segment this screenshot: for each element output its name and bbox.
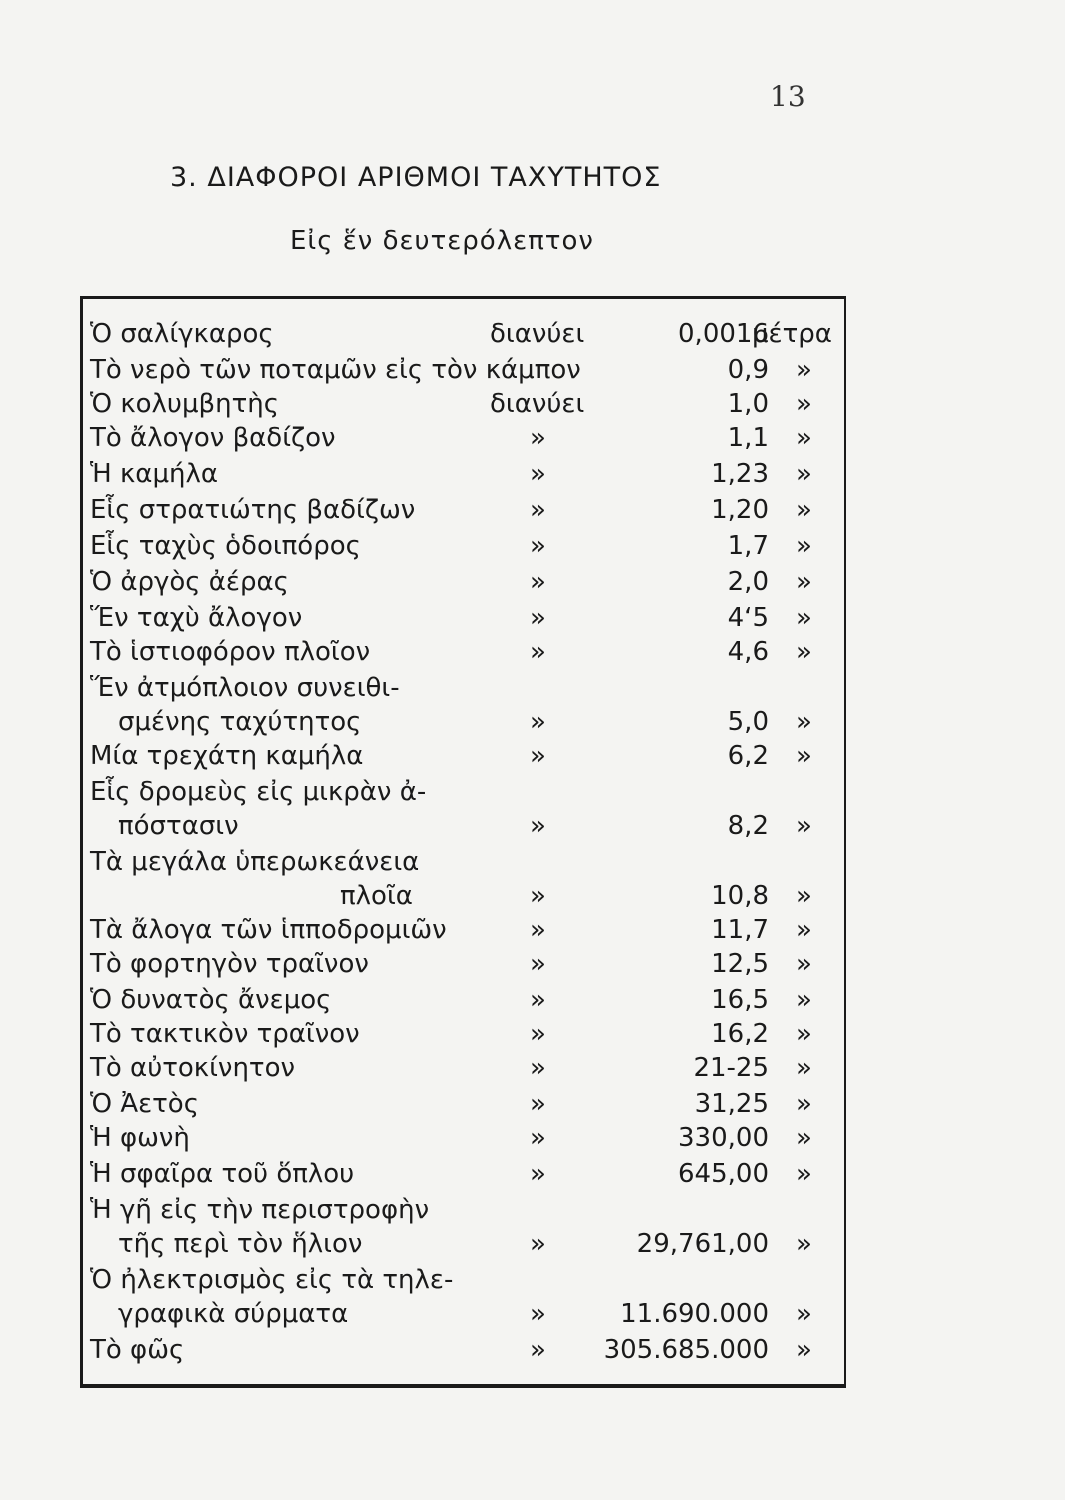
row-unit: » xyxy=(796,741,812,771)
row-ditto-mark: » xyxy=(530,741,546,771)
row-value: 10,8 xyxy=(711,881,769,911)
row-value: 1,7 xyxy=(727,531,769,561)
row-unit: » xyxy=(796,985,812,1015)
row-ditto-mark: » xyxy=(530,1159,546,1189)
row-unit: » xyxy=(796,1019,812,1049)
row-label: Ὁ ἀργὸς ἀέρας xyxy=(90,567,289,597)
row-ditto-mark: » xyxy=(530,1299,546,1329)
table-row xyxy=(0,352,1065,388)
table-row xyxy=(0,634,1065,670)
row-label: πόστασιν xyxy=(118,811,239,841)
table-row xyxy=(0,738,1065,774)
row-unit: » xyxy=(796,1299,812,1329)
row-ditto-mark: » xyxy=(530,1229,546,1259)
row-ditto-mark: » xyxy=(530,1123,546,1153)
row-ditto-mark: » xyxy=(530,915,546,945)
row-ditto-mark: » xyxy=(530,707,546,737)
row-ditto-mark: » xyxy=(530,567,546,597)
row-unit: » xyxy=(796,423,812,453)
row-label: Ἡ φωνὴ xyxy=(90,1123,190,1153)
row-unit: » xyxy=(796,949,812,979)
row-label: Ὁ δυνατὸς ἄνεμος xyxy=(90,985,332,1015)
table-row xyxy=(0,878,1065,914)
row-ditto-mark: » xyxy=(530,949,546,979)
row-value: 5,0 xyxy=(727,707,769,737)
row-unit: » xyxy=(796,881,812,911)
row-label: Ὁ Ἀετὸς xyxy=(90,1089,199,1119)
row-ditto-mark: » xyxy=(530,881,546,911)
row-value: 12,5 xyxy=(711,949,769,979)
row-ditto-mark: » xyxy=(530,1053,546,1083)
table-row xyxy=(0,670,1065,706)
page-heading: 3. ΔΙΑΦΟΡΟΙ ΑΡΙΘΜΟΙ ΤΑΧΥΤΗΤΟΣ xyxy=(170,162,662,193)
table-row xyxy=(0,564,1065,600)
table-row xyxy=(0,774,1065,810)
row-value: 4‘5 xyxy=(727,603,769,633)
row-value: 31,25 xyxy=(694,1089,769,1119)
row-label: Τὰ μεγάλα ὑπερωκεάνεια xyxy=(90,847,420,877)
row-value: 0,0016 xyxy=(678,319,769,349)
row-ditto-mark: » xyxy=(530,495,546,525)
row-ditto-mark: » xyxy=(530,531,546,561)
table-row xyxy=(0,600,1065,636)
table-row xyxy=(0,844,1065,880)
table-row xyxy=(0,1050,1065,1086)
row-value: 29,761,00 xyxy=(636,1229,769,1259)
table-row xyxy=(0,386,1065,422)
table-row xyxy=(0,1262,1065,1298)
row-label: Τὸ τακτικὸν τραῖνον xyxy=(90,1019,360,1049)
row-unit: » xyxy=(796,459,812,489)
row-label: Τὸ φορτηγὸν τραῖνον xyxy=(90,949,369,979)
row-value: 1,1 xyxy=(727,423,769,453)
table-row xyxy=(0,456,1065,492)
row-value: 305.685.000 xyxy=(603,1335,769,1365)
row-value: 0,9 xyxy=(727,355,769,385)
row-value: 11,7 xyxy=(711,915,769,945)
row-ditto-mark: » xyxy=(530,1089,546,1119)
row-value: 16,2 xyxy=(711,1019,769,1049)
row-ditto-mark: » xyxy=(530,985,546,1015)
row-unit: » xyxy=(796,531,812,561)
row-label: Ὁ ἠλεκτρισμὸς εἰς τὰ τηλε- xyxy=(90,1265,454,1295)
row-label: Τὸ αὐτοκίνητον xyxy=(90,1053,296,1083)
table-row xyxy=(0,1086,1065,1122)
row-unit: » xyxy=(796,811,812,841)
row-label: Τὸ φῶς xyxy=(90,1335,185,1365)
row-unit: » xyxy=(796,915,812,945)
row-ditto-mark: » xyxy=(530,423,546,453)
row-label: Ἕν ταχὺ ἄλογον xyxy=(90,603,303,633)
row-label: Τὰ ἄλογα τῶν ἱπποδρομιῶν xyxy=(90,915,447,945)
row-value: 1,20 xyxy=(711,495,769,525)
row-label: σμένης ταχύτητος xyxy=(118,707,362,737)
row-label: Μία τρεχάτη καμήλα xyxy=(90,741,364,771)
row-unit: » xyxy=(796,637,812,667)
row-value: 16,5 xyxy=(711,985,769,1015)
row-label: Ἡ καμήλα xyxy=(90,459,218,489)
row-label: Εἷς στρατιώτης βαδίζων xyxy=(90,495,416,525)
page-subheading: Εἰς ἕν δευτερόλεπτον xyxy=(290,226,594,256)
row-verb: διανύει xyxy=(490,319,585,349)
row-unit: » xyxy=(796,495,812,525)
table-row xyxy=(0,420,1065,456)
table-row xyxy=(0,1192,1065,1228)
table-row xyxy=(0,982,1065,1018)
row-unit: » xyxy=(796,355,812,385)
table-row xyxy=(0,528,1065,564)
row-unit: » xyxy=(796,603,812,633)
table-row xyxy=(0,1296,1065,1332)
row-unit: » xyxy=(796,389,812,419)
row-unit: » xyxy=(796,1229,812,1259)
row-unit: » xyxy=(796,567,812,597)
row-value: 21-25 xyxy=(693,1053,769,1083)
row-label: Ἕν ἀτμόπλοιον συνειθι- xyxy=(90,673,400,703)
row-label: Τὸ νερὸ τῶν ποταμῶν εἰς τὸν κάμπον xyxy=(90,355,581,385)
row-label: Εἷς δρομεὺς εἰς μικρὰν ἀ- xyxy=(90,777,427,807)
table-row xyxy=(0,912,1065,948)
row-unit: » xyxy=(796,1053,812,1083)
row-unit: » xyxy=(796,1159,812,1189)
row-value: 2,0 xyxy=(727,567,769,597)
row-ditto-mark: » xyxy=(530,459,546,489)
table-row xyxy=(0,1120,1065,1156)
row-verb: διανύει xyxy=(490,389,585,419)
row-unit: » xyxy=(796,1335,812,1365)
row-label: Ὁ κολυμβητὴς xyxy=(90,389,279,419)
row-ditto-mark: » xyxy=(530,1335,546,1365)
row-ditto-mark: » xyxy=(530,637,546,667)
table-row xyxy=(0,316,1065,352)
table-row xyxy=(0,1016,1065,1052)
table-row xyxy=(0,492,1065,528)
row-label: Ἡ σφαῖρα τοῦ ὅπλου xyxy=(90,1159,355,1189)
row-ditto-mark: » xyxy=(530,811,546,841)
row-label: τῆς περὶ τὸν ἥλιον xyxy=(118,1229,363,1259)
row-value: 645,00 xyxy=(678,1159,769,1189)
table-row xyxy=(0,704,1065,740)
row-label: Τὸ ἱστιοφόρον πλοῖον xyxy=(90,637,371,667)
row-label: Τὸ ἄλογον βαδίζον xyxy=(90,423,336,453)
table-row xyxy=(0,1332,1065,1368)
row-unit: » xyxy=(796,1123,812,1153)
row-label: γραφικὰ σύρματα xyxy=(118,1299,349,1329)
row-ditto-mark: » xyxy=(530,603,546,633)
row-label: Ἡ γῆ εἰς τὴν περιστροφὴν xyxy=(90,1195,430,1225)
row-value: 11.690.000 xyxy=(620,1299,769,1329)
page-number: 13 xyxy=(770,80,806,113)
table-row xyxy=(0,1226,1065,1262)
row-value: 1,0 xyxy=(727,389,769,419)
row-label: Ὁ σαλίγκαρος xyxy=(90,319,274,349)
row-unit: μέτρα xyxy=(752,319,832,349)
row-value: 6,2 xyxy=(727,741,769,771)
row-label: πλοῖα xyxy=(340,881,413,911)
row-ditto-mark: » xyxy=(530,1019,546,1049)
table-row xyxy=(0,808,1065,844)
row-value: 1,23 xyxy=(711,459,769,489)
row-unit: » xyxy=(796,1089,812,1119)
table-row xyxy=(0,946,1065,982)
row-label: Εἷς ταχὺς ὁδοιπόρος xyxy=(90,531,361,561)
row-unit: » xyxy=(796,707,812,737)
row-value: 4,6 xyxy=(727,637,769,667)
row-value: 330,00 xyxy=(678,1123,769,1153)
table-row xyxy=(0,1156,1065,1192)
row-value: 8,2 xyxy=(727,811,769,841)
